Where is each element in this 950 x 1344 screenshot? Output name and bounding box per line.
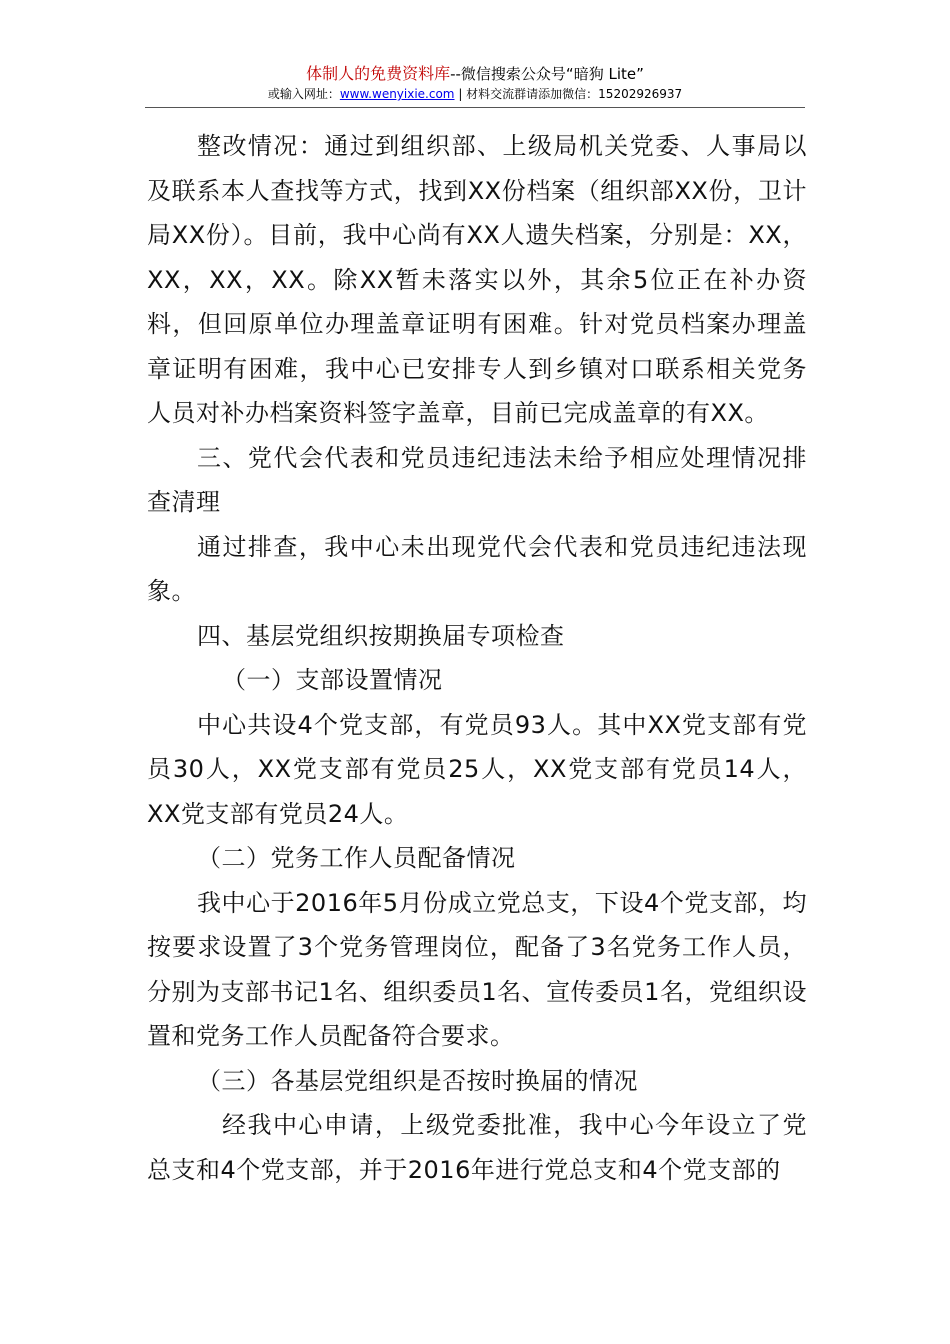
section-heading-4: 四、基层党组织按期换届专项检查 xyxy=(197,621,565,650)
header-title: 体制人的免费资料库 xyxy=(306,64,451,83)
header-url-prefix: 或输入网址： xyxy=(267,87,340,101)
header-line-1 xyxy=(0,64,950,84)
page-header xyxy=(0,64,950,103)
header-line-2 xyxy=(0,85,950,103)
subheading-2: （二）党务工作人员配备情况 xyxy=(197,844,516,872)
subheading-1: （一）支部设置情况 xyxy=(222,666,443,694)
paragraph-staffing: 我中心于2016年5月份成立党总支，下设4个党支部，均按要求设置了3个党务管理岗位，配备了3名党务工作人员，分别为支部书记1名、组织委员1名、宣传委员1名，党组织设置和党务工作人员配备符合要求。 xyxy=(147,888,807,1050)
header-url-link[interactable]: www.wenyixie.com xyxy=(339,87,455,101)
header-contact: | 材料交流群请添加微信：15202926937 xyxy=(454,87,683,101)
subheading-3: （三）各基层党组织是否按时换届的情况 xyxy=(197,1066,638,1095)
paragraph-investigation: 通过排查，我中心未出现党代会代表和党员违纪违法现象。 xyxy=(147,532,807,605)
paragraph-rectification: 整改情况：通过到组织部、上级局机关党委、人事局以及联系本人查找等方式，找到XX份档案（组织部XX份，卫计局XX份）。目前，我中心尚有XX人遗失档案，分别是：XX，XX，XX，XX。除XX暂未落实以外，其余5位正在补办资料，但回原单位办理盖章证明有困难。针对党员档案办理盖章证明有困难，我中心已安排专人到乡镇对口联系相关党务人员对补办档案资料签字盖章，目前已完成盖章的有XX。 xyxy=(147,132,807,427)
header-subtitle: --微信搜索公众号“暗狗 Lite” xyxy=(450,65,644,83)
paragraph-reelection: 经我中心申请，上级党委批准，我中心今年设立了党总支和4个党支部，并于2016年进行党总支和4个党支部的 xyxy=(147,1111,807,1184)
header-divider xyxy=(145,107,805,108)
section-heading-3: 三、党代会代表和党员违纪违法未给予相应处理情况排查清理 xyxy=(147,443,807,516)
document-body xyxy=(147,124,807,1192)
paragraph-branch-setup: 中心共设4个党支部，有党员93人。其中XX党支部有党员30人，XX党支部有党员25人，XX党支部有党员14人，XX党支部有党员24人。 xyxy=(147,710,807,828)
